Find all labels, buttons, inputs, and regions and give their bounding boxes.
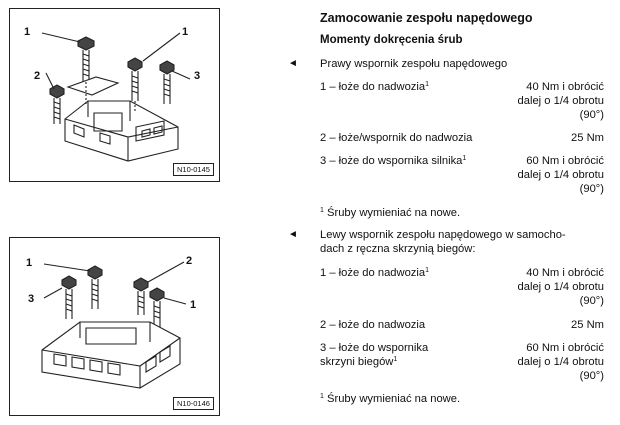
item-value: 40 Nm i obrócić dalej o 1/4 obrotu (90°) (517, 81, 604, 121)
figure-code: N10-0145 (173, 163, 214, 176)
footnote-ref: 1 (425, 267, 430, 274)
item-label: 2 – łoże/wspornik do nadwozia (320, 132, 473, 144)
figure-right-mount (9, 8, 220, 182)
section-heading: Lewy wspornik zespołu napędowego w samocho- dach z ręczna skrzynią biegów: (320, 229, 566, 255)
callout-2-right: 1 (182, 26, 189, 38)
callout-1-lower: 2 (34, 70, 41, 82)
item-label: 2 – łoże do nadwozia (320, 319, 426, 331)
item-value: 25 Nm (571, 132, 604, 144)
item-value: 60 Nm i obrócić dalej o 1/4 obrotu (90°) (517, 155, 604, 195)
item-value: 25 Nm (571, 319, 604, 331)
footnote: $^1$ Śruby wymieniać na nowe. (320, 393, 461, 405)
callout-1-right: 1 (190, 299, 197, 311)
item-label: 3 – łoże do wspornika silnika$^1$ (320, 155, 467, 167)
figure-code: N10-0146 (173, 397, 214, 410)
footnote-ref: 1 (462, 155, 467, 162)
item-label: 3 – łoże do wspornika skrzyni biegów$^1$ (320, 342, 429, 368)
figure-left-mount (9, 237, 220, 416)
page-subtitle: Momenty dokręcenia śrub (320, 34, 463, 46)
callout-3-left: 3 (28, 293, 35, 305)
footnote-ref: 1 (425, 81, 430, 88)
callout-1-left: 1 (26, 257, 33, 269)
footnote: $^1$ Śruby wymieniać na nowe. (320, 207, 461, 219)
item-value: 40 Nm i obrócić dalej o 1/4 obrotu (90°) (517, 267, 604, 307)
bullet-arrow-icon: ◄ (288, 58, 298, 69)
page-title: Zamocowanie zespołu napędowego (320, 11, 533, 25)
item-value: 60 Nm i obrócić dalej o 1/4 obrotu (90°) (517, 342, 604, 382)
bullet-arrow-icon: ◄ (288, 229, 298, 240)
footnote-ref: 1 (393, 356, 398, 363)
section-heading: Prawy wspornik zespołu napędowego (320, 58, 508, 70)
callout-2-right: 2 (186, 255, 193, 267)
callout-3-right: 3 (194, 70, 201, 82)
callout-1-left: 1 (24, 26, 31, 38)
item-label: 1 – łoże do nadwozia$^1$ (320, 81, 430, 93)
item-label: 1 – łoże do nadwozia$^1$ (320, 267, 430, 279)
